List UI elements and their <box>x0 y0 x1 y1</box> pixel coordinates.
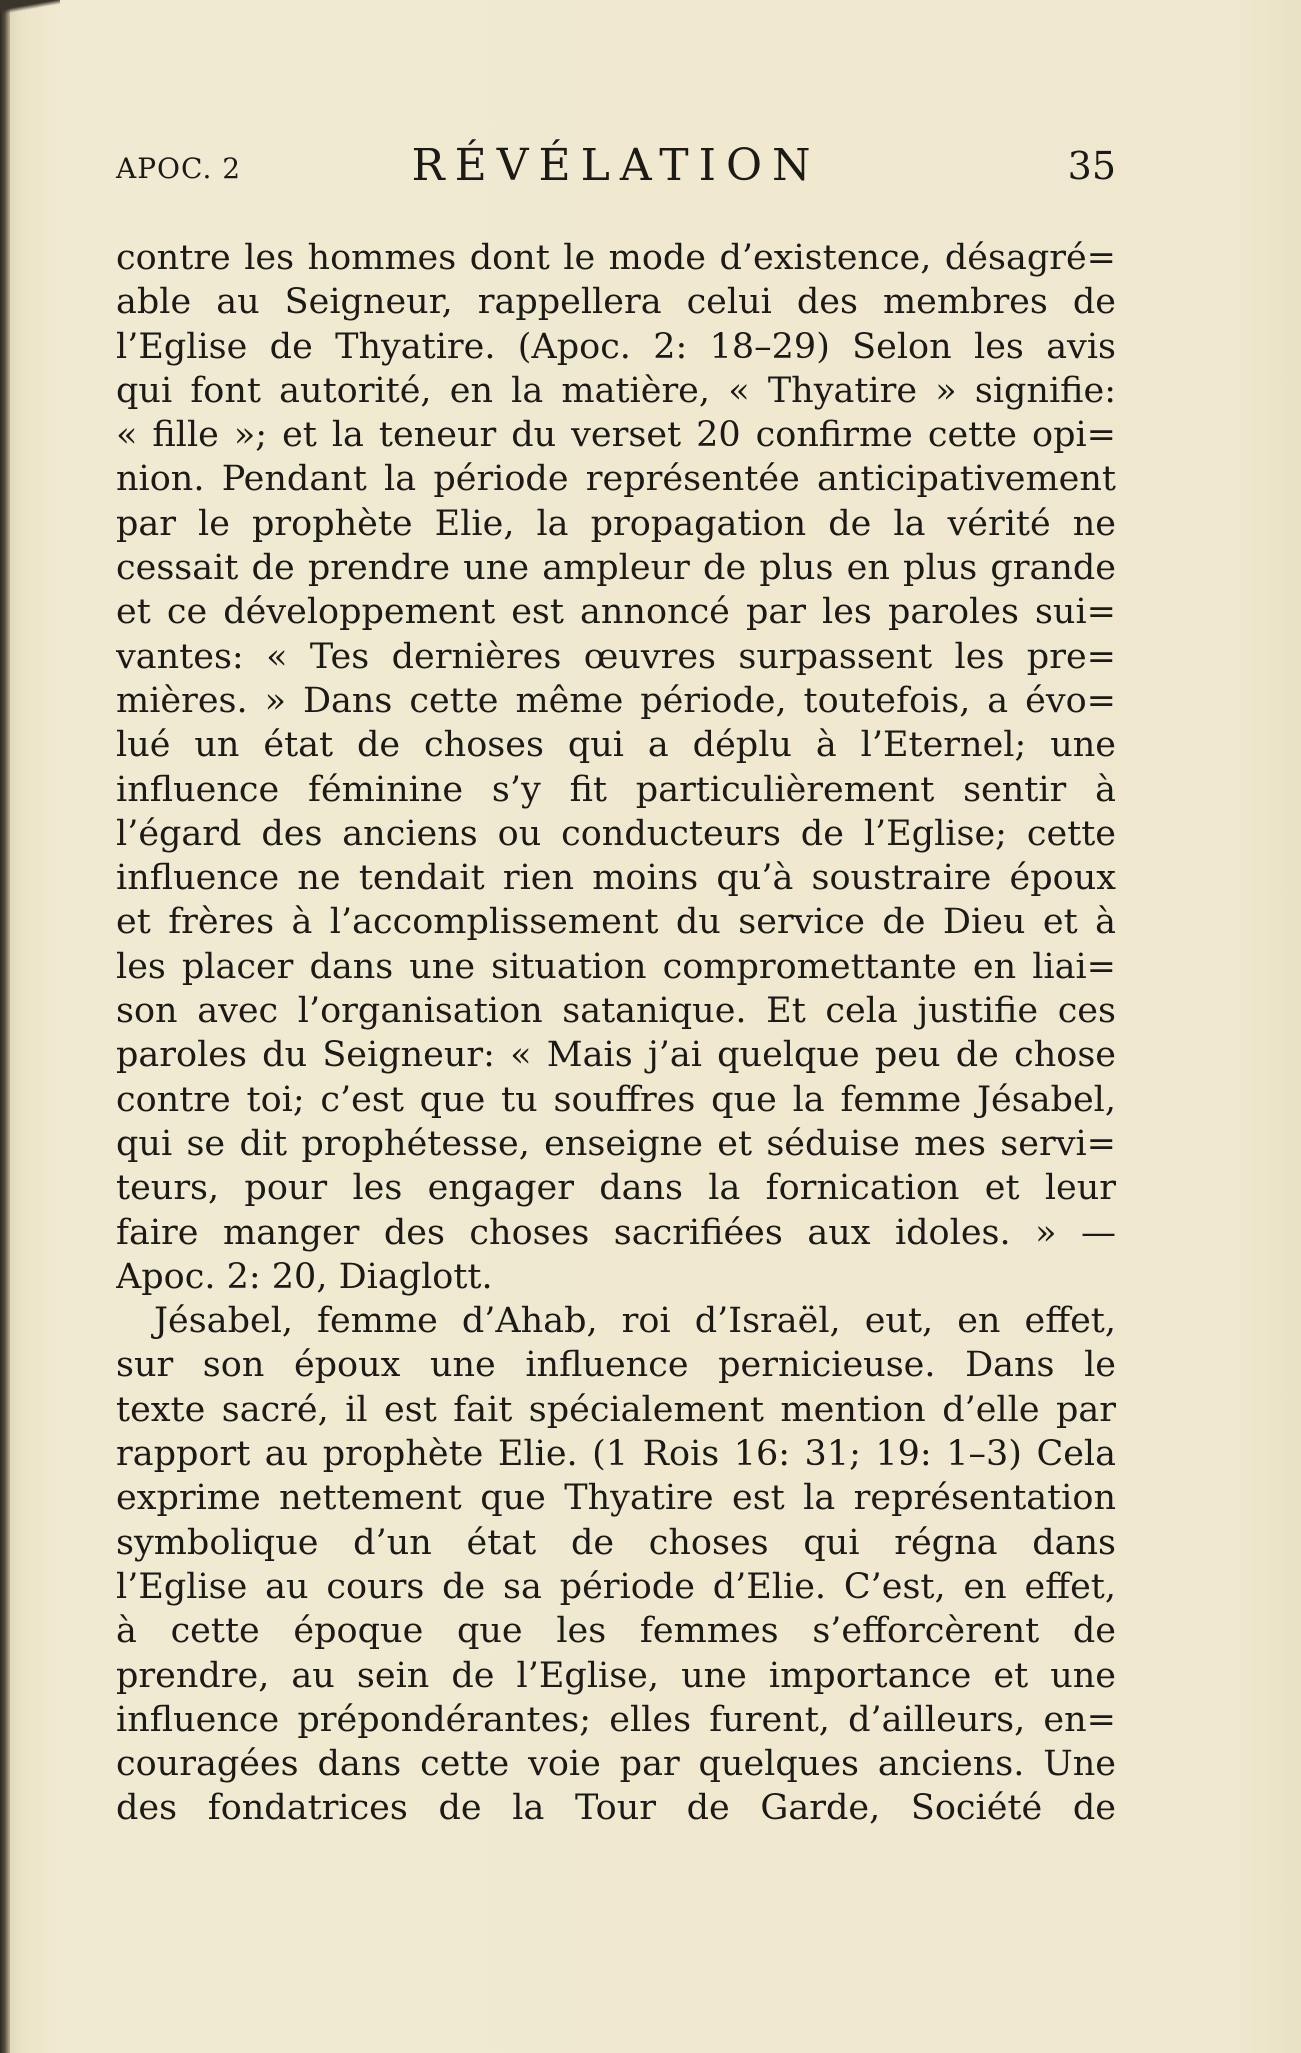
text-line: couragées dans cette voie par quelques anciens. Une <box>116 1744 1116 1785</box>
text-line: vantes: « Tes dernières œuvres surpassent les pre= <box>116 636 1116 677</box>
text-line: lué un état de choses qui a déplu à l’Eternel; une <box>116 725 1116 766</box>
running-header <box>116 140 1116 190</box>
text-line: par le prophète Elie, la propagation de la vérité ne <box>116 503 1116 544</box>
book-spine-shadow <box>0 0 10 2053</box>
text-line: « fille »; et la teneur du verset 20 confirme cette opi= <box>116 415 1116 456</box>
text-line: Apoc. 2: 20, Diaglott. <box>116 1256 493 1297</box>
text-line: influence ne tendait rien moins qu’à soustraire époux <box>116 858 1116 899</box>
text-line: contre les hommes dont le mode d’existence, désagré= <box>116 238 1116 278</box>
text-line: qui font autorité, en la matière, « Thyatire » signifie: <box>116 370 1116 411</box>
page-corner-mark <box>0 0 60 14</box>
text-line: sur son époux une influence pernicieuse. Dans le <box>116 1345 1116 1386</box>
text-line: Jésabel, femme d’Ahab, roi d’Israël, eut, en effet, <box>154 1301 1116 1342</box>
text-line: à cette époque que les femmes s’efforcèrent de <box>116 1611 1116 1652</box>
text-line: prendre, au sein de l’Eglise, une importance et une <box>116 1655 1116 1696</box>
text-line: son avec l’organisation satanique. Et cela justifie ces <box>116 991 1116 1032</box>
text-line: paroles du Seigneur: « Mais j’ai quelque peu de chose <box>116 1035 1116 1076</box>
text-line: l’Eglise de Thyatire. (Apoc. 2: 18–29) Selon les avis <box>116 326 1116 367</box>
text-line: symbolique d’un état de choses qui régna dans <box>116 1522 1116 1563</box>
text-line: exprime nettement que Thyatire est la représentation <box>116 1478 1116 1519</box>
text-line: influence féminine s’y fit particulièrement sentir à <box>116 769 1116 810</box>
text-line: influence prépondérantes; elles furent, d’ailleurs, en= <box>116 1699 1116 1740</box>
text-line: teurs, pour les engager dans la fornication et leur <box>116 1168 1116 1209</box>
text-line: et frères à l’accomplissement du service de Dieu et à <box>116 902 1116 943</box>
text-line: rapport au prophète Elie. (1 Rois 16: 31; 19: 1–3) Cela <box>116 1434 1116 1475</box>
text-line: qui se dit prophétesse, enseigne et séduise mes servi= <box>116 1123 1116 1164</box>
text-line: cessait de prendre une ampleur de plus en plus grande <box>116 548 1116 589</box>
page-number: 35 <box>1067 144 1116 188</box>
chapter-reference: APOC. 2 <box>116 152 242 185</box>
body-text <box>116 236 1116 1831</box>
text-line: et ce développement est annoncé par les paroles sui= <box>116 592 1116 633</box>
text-line: texte sacré, il est fait spécialement mention d’elle par <box>116 1389 1116 1430</box>
text-line: able au Seigneur, rappellera celui des membres de <box>116 282 1116 323</box>
text-line: des fondatrices de la Tour de Garde, Société de <box>116 1788 1116 1829</box>
text-line: mières. » Dans cette même période, toutefois, a évo= <box>116 680 1116 721</box>
text-line: faire manger des choses sacrifiées aux idoles. » — <box>116 1212 1116 1253</box>
text-line: nion. Pendant la période représentée anticipativement <box>116 459 1116 500</box>
paragraph <box>116 236 1116 1299</box>
text-line: contre toi; c’est que tu souffres que la femme Jésabel, <box>116 1079 1116 1120</box>
running-title: RÉVÉLATION <box>411 140 821 191</box>
text-line: l’Eglise au cours de sa période d’Elie. C’est, en effet, <box>116 1566 1116 1607</box>
paragraph <box>116 1299 1116 1831</box>
text-line: les placer dans une situation compromettante en liai= <box>116 946 1116 987</box>
text-line: l’égard des anciens ou conducteurs de l’Eglise; cette <box>116 813 1116 854</box>
